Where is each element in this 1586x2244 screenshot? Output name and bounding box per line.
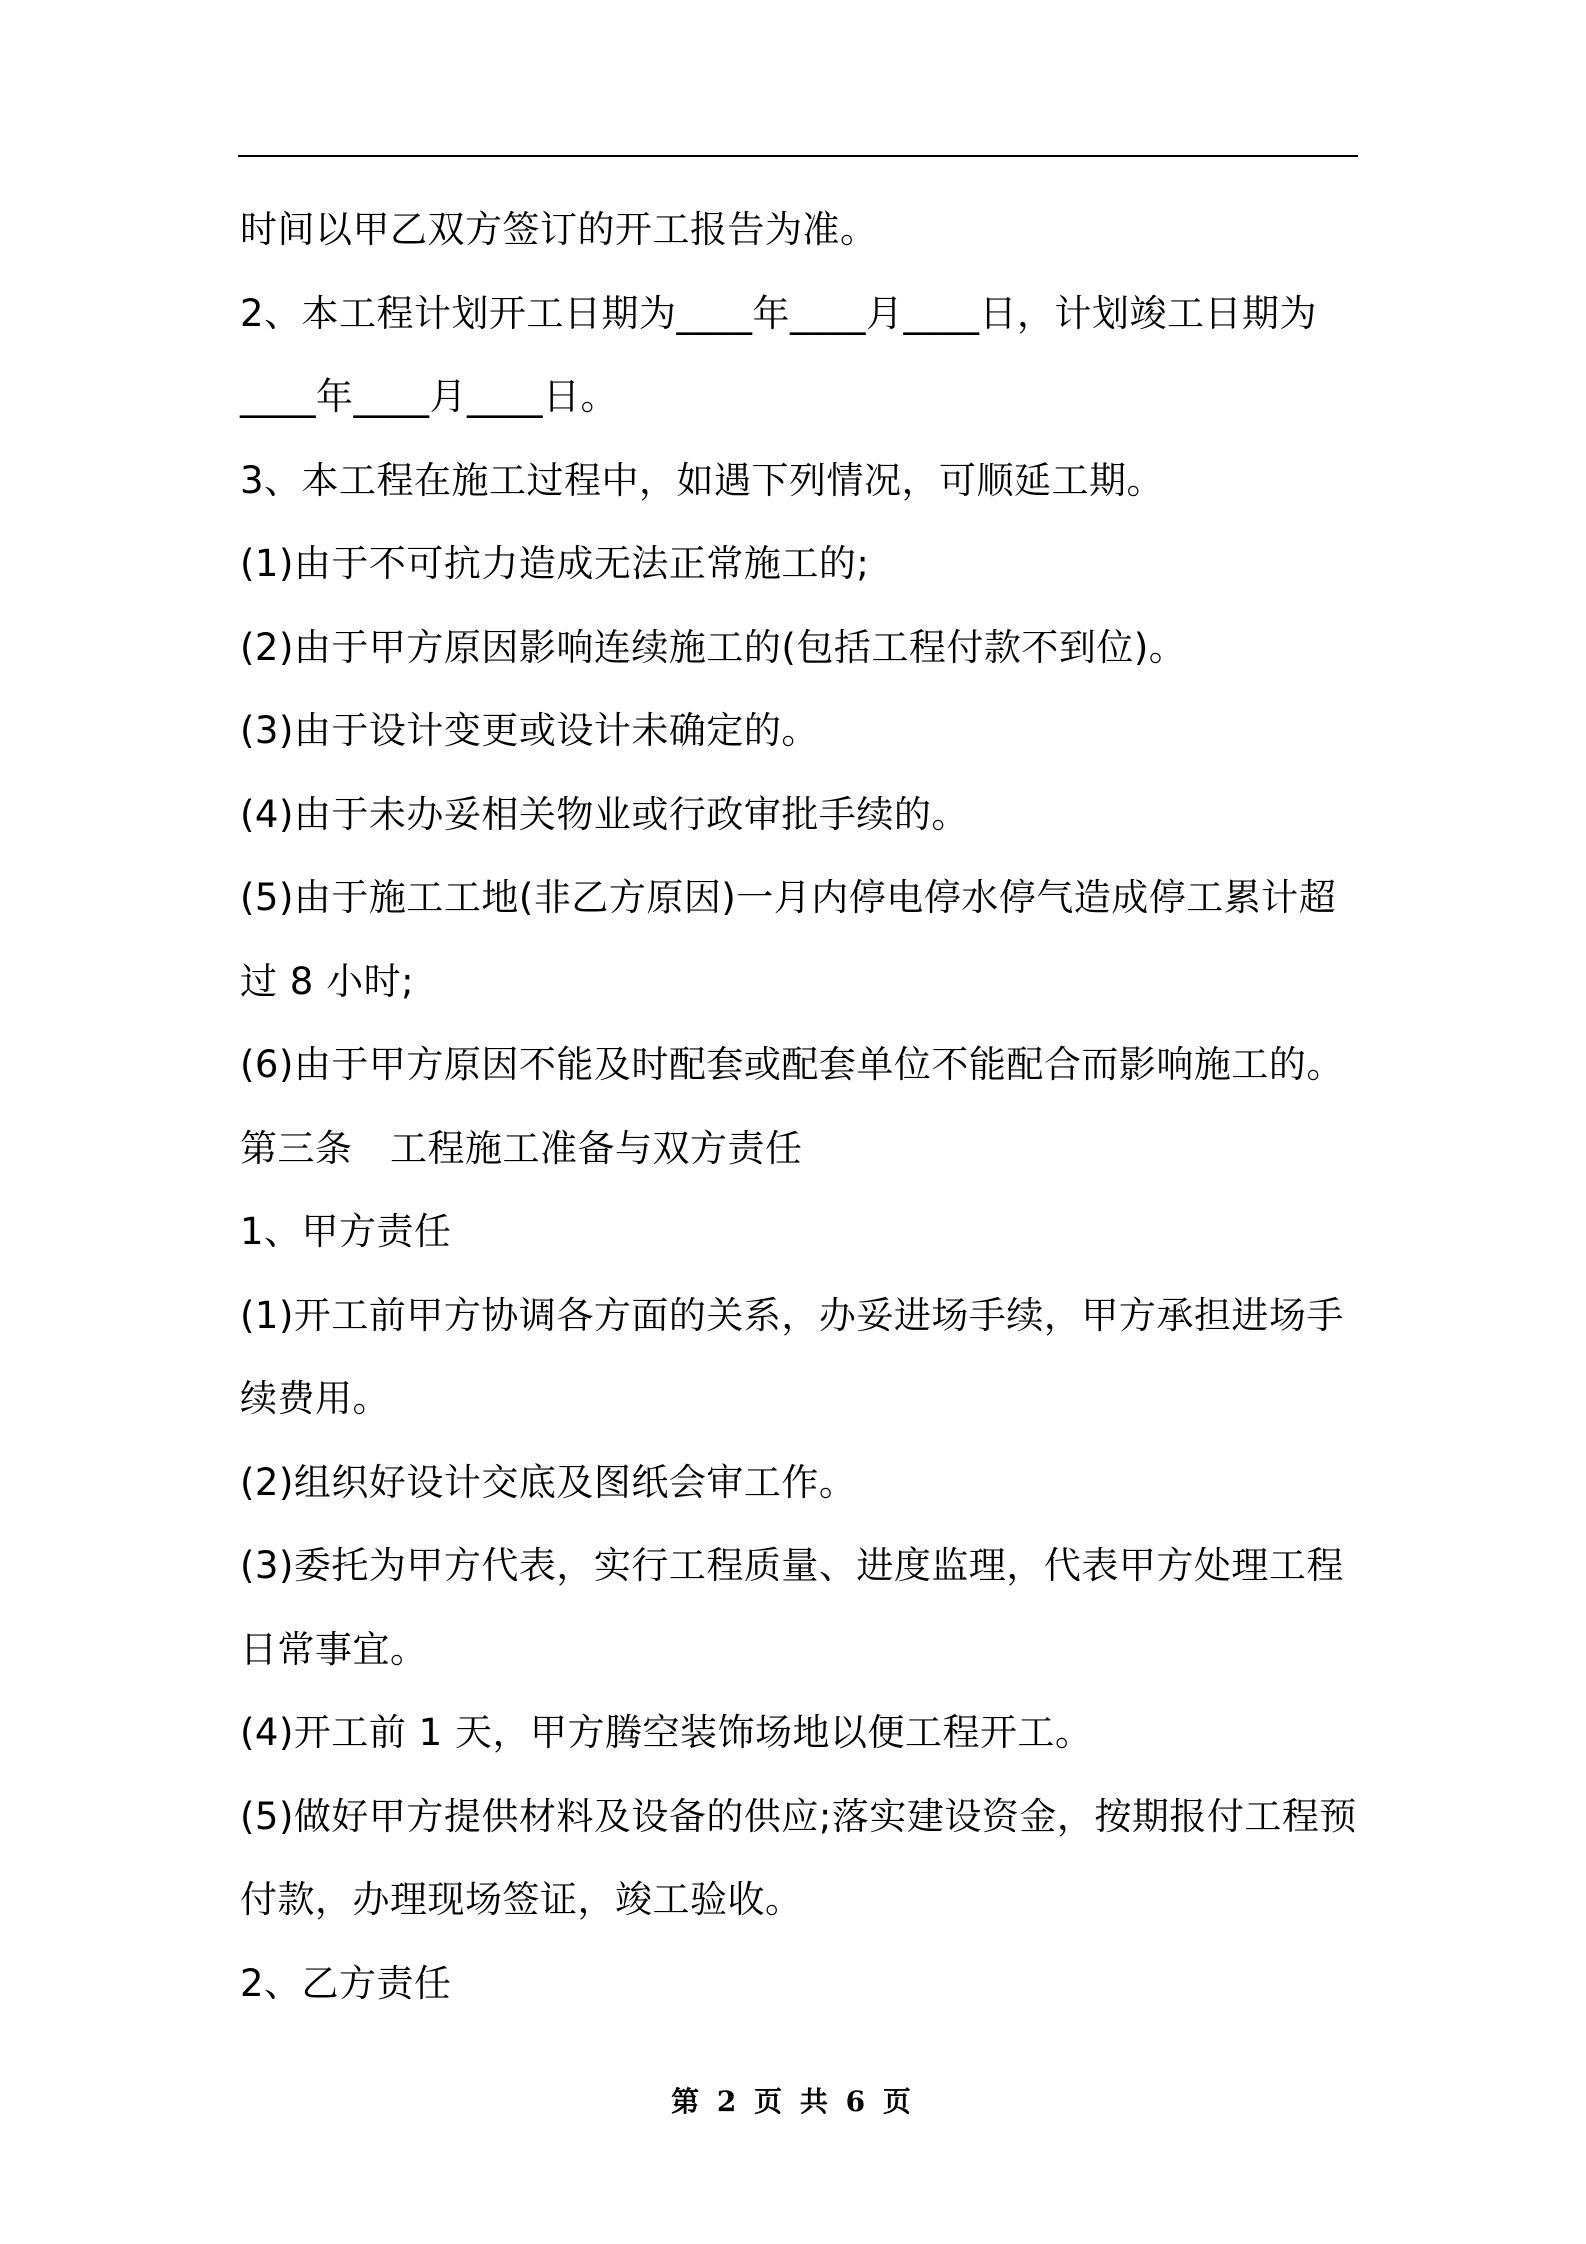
list-item: (1)由于不可抗力造成无法正常施工的; [240, 542, 870, 585]
list-item: (5)由于施工工地(非乙方原因)一月内停电停水停气造成停工累计超 [240, 876, 1337, 919]
list-item-continuation: 过 8 小时; [240, 959, 415, 1003]
paragraph-line: 3、本工程在施工过程中，如遇下列情况，可顺延工期。 [240, 458, 1165, 502]
subsection-heading: 1、甲方责任 [240, 1210, 452, 1253]
list-item: (3)委托为甲方代表，实行工程质量、进度监理，代表甲方处理工程 [240, 1544, 1344, 1587]
header-rule [238, 155, 1358, 157]
list-item: (6)由于甲方原因不能及时配套或配套单位不能配合而影响施工的。 [240, 1043, 1344, 1086]
paragraph-line: ____年____月____日。 [240, 375, 618, 418]
paragraph-line: 2、本工程计划开工日期为____年____月____日，计划竣工日期为 [240, 291, 1318, 335]
section-heading: 第三条 工程施工准备与双方责任 [240, 1126, 803, 1170]
list-item: (1)开工前甲方协调各方面的关系，办妥进场手续，甲方承担进场手 [240, 1293, 1344, 1337]
list-item: (3)由于设计变更或设计未确定的。 [240, 709, 819, 752]
subsection-heading: 2、乙方责任 [240, 1961, 452, 2005]
list-item: (5)做好甲方提供材料及设备的供应;落实建设资金，按期报付工程预 [240, 1794, 1357, 1838]
list-item-continuation: 付款，办理现场签证，竣工验收。 [240, 1878, 803, 1921]
list-item: (4)由于未办妥相关物业或行政审批手续的。 [240, 792, 969, 836]
paragraph-line: 时间以甲乙双方签订的开工报告为准。 [240, 208, 878, 251]
list-item-continuation: 续费用。 [240, 1377, 390, 1420]
document-body [240, 188, 1360, 2025]
page-number: 第 2 页 共 6 页 [671, 2085, 915, 2118]
list-item-continuation: 日常事宜。 [240, 1627, 428, 1671]
list-item: (2)由于甲方原因影响连续施工的(包括工程付款不到位)。 [240, 625, 1187, 669]
list-item: (2)组织好设计交底及图纸会审工作。 [240, 1460, 857, 1504]
list-item: (4)开工前 1 天，甲方腾空装饰场地以便工程开工。 [240, 1711, 1093, 1754]
